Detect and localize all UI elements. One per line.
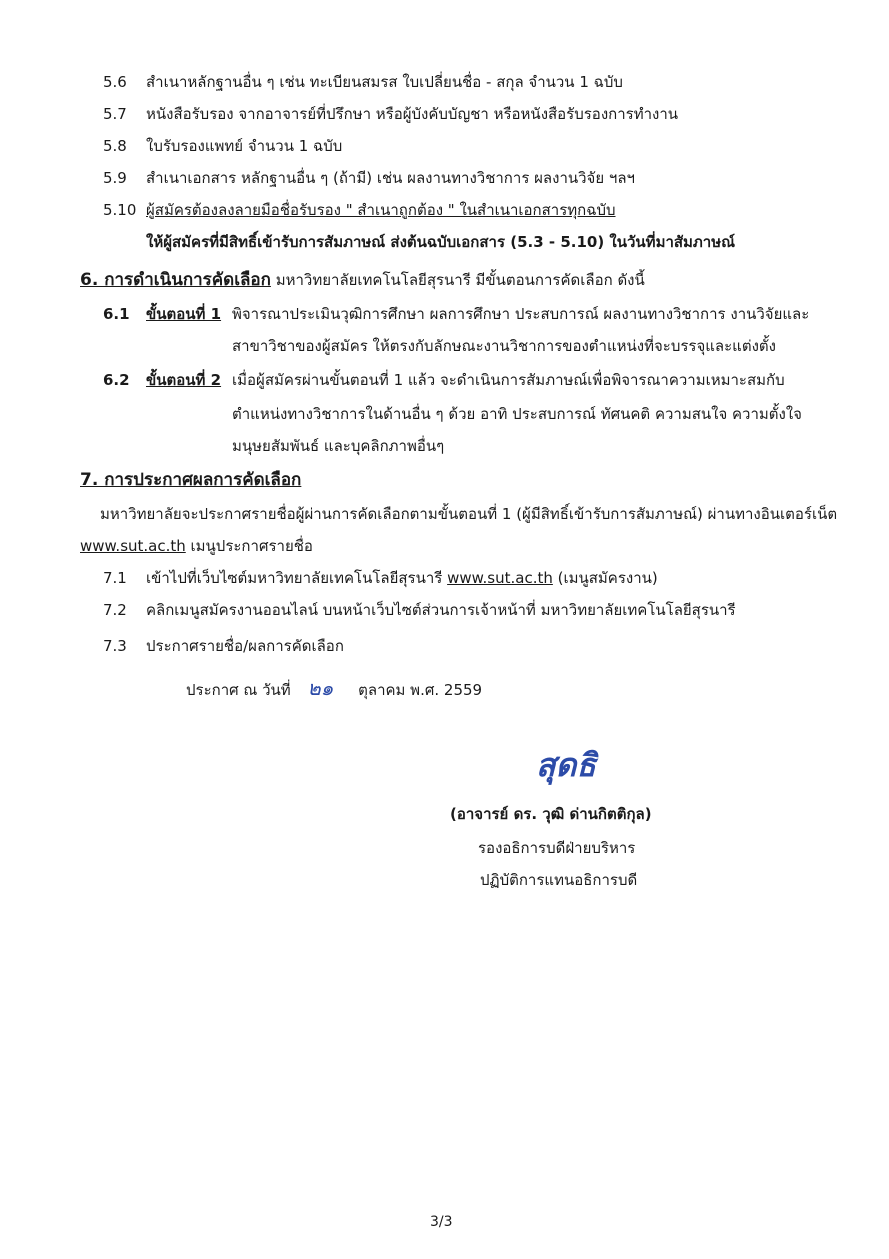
step-label: ขั้นตอนที่ 2 — [146, 371, 222, 389]
item-text: คลิกเมนูสมัครงานออนไลน์ บนหน้าเว็บไซต์ส่วนการเจ้าหน้าที่ มหาวิทยาลัยเทคโนโลยีสุรนารี — [146, 601, 736, 619]
step-number: 6.1 — [103, 305, 130, 323]
step-text: พิจารณาประเมินวุฒิการศึกษา ผลการศึกษา ประสบการณ์ ผลงานทางวิชาการ งานวิจัยและ — [232, 305, 810, 323]
announcement-prefix: ประกาศ ณ วันที่ — [186, 681, 291, 699]
item-text: สำเนาเอกสาร หลักฐานอื่น ๆ (ถ้ามี) เช่น ผลงานทางวิชาการ ผลงานวิจัย ฯลฯ — [146, 169, 635, 187]
announcement-suffix: ตุลาคม พ.ศ. 2559 — [358, 681, 483, 699]
intro-rest: เมนูประกาศรายชื่อ — [185, 537, 313, 555]
item-text: หนังสือรับรอง จากอาจารย์ที่ปรึกษา หรือผู้บังคับบัญชา หรือหนังสือรับรองการทำงาน — [146, 105, 679, 123]
signatory-name: (อาจารย์ ดร. วุฒิ ด่านกิตติกุล) — [450, 805, 652, 823]
item-text-part: เข้าไปที่เว็บไซต์มหาวิทยาลัยเทคโนโลยีสุรนารี — [146, 569, 448, 587]
item-text: ใบรับรองแพทย์ จำนวน 1 ฉบับ — [146, 137, 343, 155]
item-number: 5.7 — [103, 105, 127, 123]
section-heading — [80, 270, 645, 290]
sut-website-link[interactable]: www.sut.ac.th — [80, 537, 186, 555]
section-heading-title: 6. การดำเนินการคัดเลือก — [80, 270, 271, 290]
signature-mark: สุดธิ — [536, 746, 596, 784]
intro-text: มหาวิทยาลัยจะประกาศรายชื่อผู้ผ่านการคัดเลือกตามขั้นตอนที่ 1 (ผู้มีสิทธิ์เข้ารับการสัมภาษณ์) ผ่านทางอินเตอร์เน็ต — [100, 505, 838, 523]
item-number: 7.2 — [103, 601, 127, 619]
step-text: สาขาวิชาของผู้สมัคร ให้ตรงกับลักษณะงานวิชาการของตำแหน่งที่จะบรรจุและแต่งตั้ง — [232, 337, 776, 355]
page-number: 3/3 — [430, 1214, 453, 1230]
section-heading-rest: มหาวิทยาลัยเทคโนโลยีสุรนารี มีขั้นตอนการคัดเลือก ดังนี้ — [275, 271, 645, 289]
item-number: 7.3 — [103, 637, 127, 655]
item-number: 5.8 — [103, 137, 127, 155]
section-heading-title: 7. การประกาศผลการคัดเลือก — [80, 470, 302, 490]
submission-note: ให้ผู้สมัครที่มีสิทธิ์เข้ารับการสัมภาษณ์ ส่งต้นฉบับเอกสาร (5.3 - 5.10) ในวันที่มาสัมภาษณ์ — [146, 233, 736, 251]
step-label: ขั้นตอนที่ 1 — [146, 305, 222, 323]
signatory-position: รองอธิการบดีฝ่ายบริหาร — [478, 839, 636, 857]
step-text: ตำแหน่งทางวิชาการในด้านอื่น ๆ ด้วย อาทิ ประสบการณ์ ทัศนคติ ความสนใจ ความตั้งใจ — [232, 405, 802, 423]
sut-website-link[interactable]: www.sut.ac.th — [447, 569, 553, 587]
item-number: 5.10 — [103, 201, 137, 219]
announcement-date — [186, 678, 482, 700]
step-text: เมื่อผู้สมัครผ่านขั้นตอนที่ 1 แล้ว จะดำเนินการสัมภาษณ์เพื่อพิจารณาความเหมาะสมกับ — [232, 371, 785, 389]
item-number: 5.6 — [103, 73, 127, 91]
item-text: ประกาศรายชื่อ/ผลการคัดเลือก — [146, 637, 344, 655]
handwritten-day: ๒๑ — [307, 676, 334, 700]
item-text: ผู้สมัครต้องลงลายมือชื่อรับรอง " สำเนาถูกต้อง " ในสำเนาเอกสารทุกฉบับ — [146, 201, 616, 219]
item-text: สำเนาหลักฐานอื่น ๆ เช่น ทะเบียนสมรส ใบเปลี่ยนชื่อ - สกุล จำนวน 1 ฉบับ — [146, 73, 623, 91]
item-number: 7.1 — [103, 569, 127, 587]
signatory-acting-position: ปฏิบัติการแทนอธิการบดี — [480, 871, 638, 889]
step-text: มนุษยสัมพันธ์ และบุคลิกภาพอื่นๆ — [232, 437, 445, 455]
item-text — [146, 568, 658, 588]
step-number: 6.2 — [103, 371, 130, 389]
item-number: 5.9 — [103, 169, 127, 187]
item-text-after: (เมนูสมัครงาน) — [552, 569, 658, 587]
intro-line-2 — [80, 536, 313, 556]
